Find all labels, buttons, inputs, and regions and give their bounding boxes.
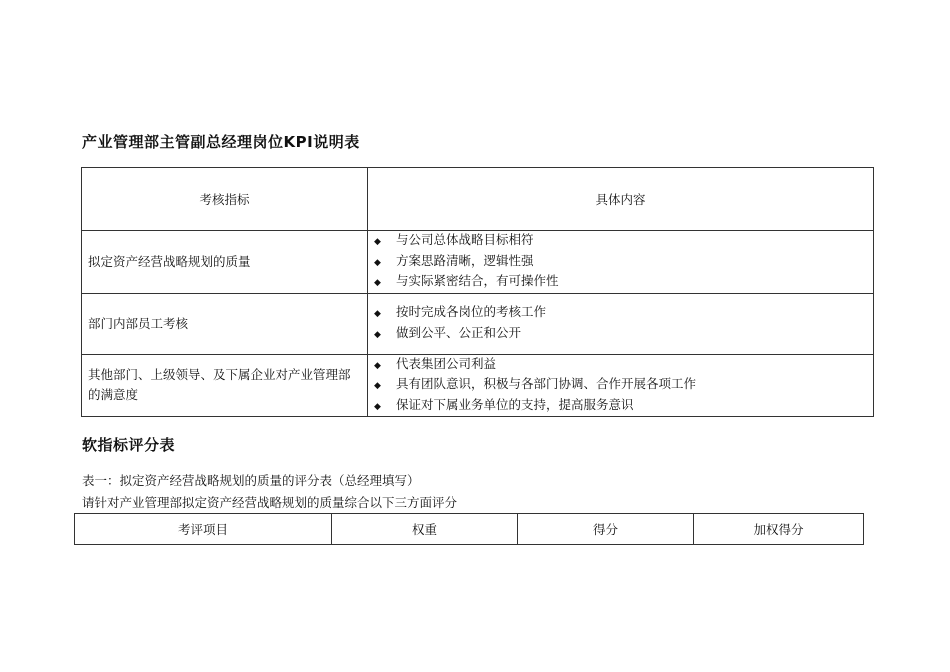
header-score: 得分 [518,514,694,545]
content-cell [368,354,874,417]
content-item-text: 代表集团公司利益 [396,355,497,371]
content-item [374,355,867,376]
content-cell [368,293,874,354]
diamond-bullet-icon: ◆ [374,360,381,371]
content-item [374,252,867,273]
kpi-header-row [82,168,874,231]
indicator-cell: 其他部门、上级领导、及下属企业对产业管理部的满意度 [82,354,368,417]
diamond-bullet-icon: ◆ [374,309,381,319]
diamond-bullet-icon: ◆ [374,381,381,391]
soft-indicator-title: 软指标评分表 [82,436,176,454]
header-weighted-score: 加权得分 [694,514,864,545]
score-table [74,513,864,545]
kpi-row [82,354,874,417]
content-item-text: 方案思路清晰，逻辑性强 [396,252,534,268]
header-weight: 权重 [332,514,518,545]
content-item-text: 与公司总体战略目标相符 [396,232,534,247]
content-item [374,396,867,417]
content-item [374,272,867,293]
header-content: 具体内容 [368,168,874,231]
kpi-table-title: 产业管理部主管副总经理岗位KPI说明表 [82,133,360,151]
diamond-bullet-icon: ◆ [374,329,381,340]
content-item-text: 做到公平、公正和公开 [396,324,522,340]
kpi-row [82,293,874,354]
indicator-cell: 部门内部员工考核 [82,293,368,354]
content-item-text: 保证对下属业务单位的支持，提高服务意识 [396,396,634,412]
content-item-text: 按时完成各岗位的考核工作 [396,304,547,319]
diamond-bullet-icon: ◆ [374,278,381,288]
kpi-row [82,231,874,294]
indicator-cell: 拟定资产经营战略规划的质量 [82,231,368,294]
content-cell [368,231,874,294]
diamond-bullet-icon: ◆ [374,401,381,412]
content-item [374,324,867,345]
score-header-row [75,514,864,545]
content-item [374,231,867,252]
diamond-bullet-icon: ◆ [374,237,381,247]
header-indicator: 考核指标 [82,168,368,231]
header-evaluation-item: 考评项目 [75,514,332,545]
content-item-text: 具有团队意识，积极与各部门协调、合作开展各项工作 [396,376,697,391]
diamond-bullet-icon: ◆ [374,257,381,268]
content-item [374,303,867,324]
content-item-text: 与实际紧密结合，有可操作性 [396,273,559,288]
table1-caption: 表一：拟定资产经营战略规划的质量的评分表（总经理填写） [82,473,420,488]
table1-instruction: 请针对产业管理部拟定资产经营战略规划的质量综合以下三方面评分 [82,495,458,510]
content-item [374,375,867,396]
kpi-table [81,167,874,417]
